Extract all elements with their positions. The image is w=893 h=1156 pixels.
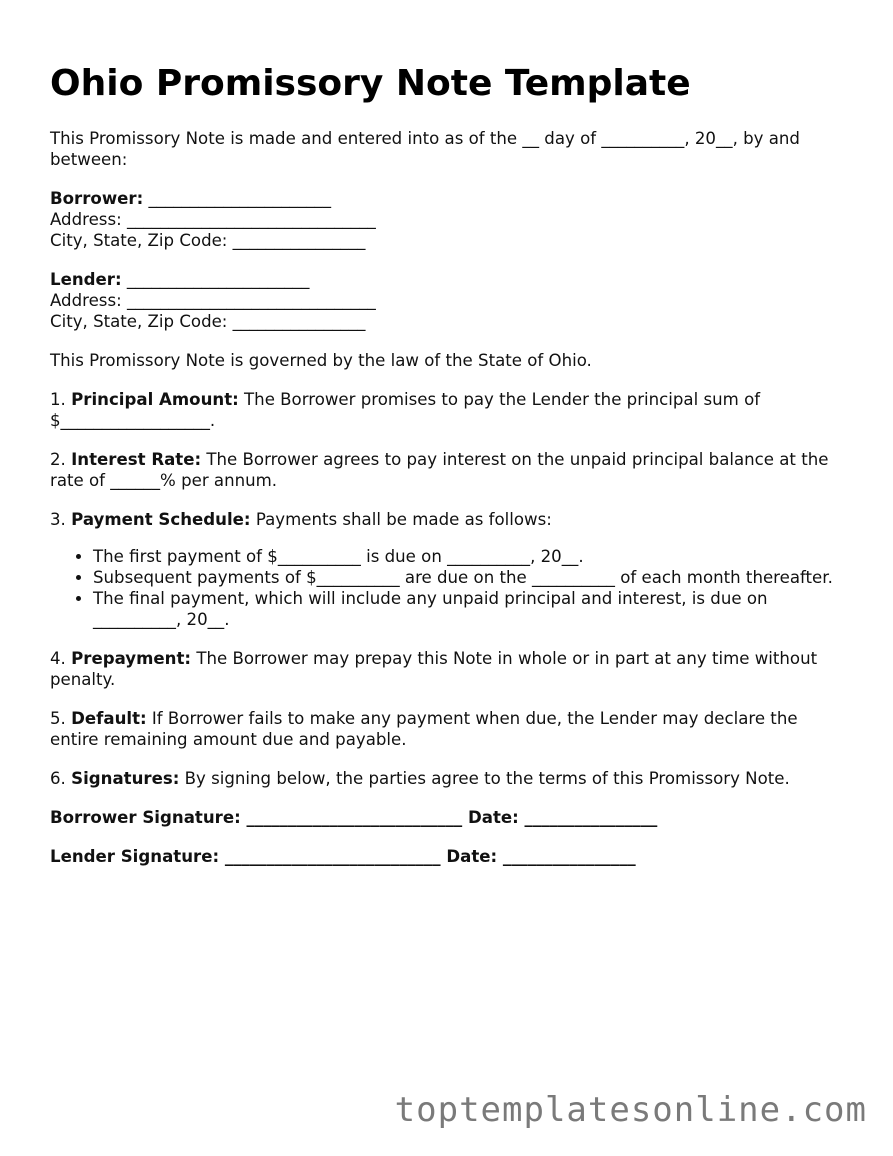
- lender-signature-line: Lender Signature: __________________________ Date: ________________: [50, 847, 636, 866]
- section-number: 1.: [50, 390, 66, 409]
- borrower-signature-line: Borrower Signature: __________________________ Date: ________________: [50, 808, 658, 827]
- lender-address-line: Address: ______________________________: [50, 291, 376, 310]
- section-text: If Borrower fails to make any payment when due, the Lender may declare the entire remaining amount due and payable.: [50, 709, 798, 749]
- section-heading: Payment Schedule:: [71, 510, 251, 529]
- lender-name-line: [50, 269, 850, 290]
- list-item: • Subsequent payments of $__________ are due on the __________ of each month thereafter.: [93, 567, 850, 588]
- section-heading: Signatures:: [71, 769, 180, 788]
- borrower-name-line: [50, 188, 850, 209]
- list-item: • The first payment of $__________ is due on __________, 20__.: [93, 546, 850, 567]
- section-text: The Borrower may prepay this Note in whole or in part at any time without penalty.: [50, 649, 818, 689]
- section-number: 6.: [50, 769, 66, 788]
- borrower-city-line: City, State, Zip Code: ________________: [50, 231, 366, 250]
- governing-law-paragraph: This Promissory Note is governed by the law of the State of Ohio.: [50, 351, 592, 370]
- borrower-label: Borrower:: [50, 189, 144, 208]
- borrower-address-line: Address: ______________________________: [50, 210, 376, 229]
- section-signatures: [50, 768, 850, 789]
- section-text: By signing below, the parties agree to the terms of this Promissory Note.: [179, 769, 790, 788]
- section-text: The Borrower promises to pay the Lender the principal sum of $__________________.: [50, 390, 761, 430]
- section-number: 3.: [50, 510, 66, 529]
- section-text: Payments shall be made as follows:: [250, 510, 552, 529]
- section-heading: Principal Amount:: [71, 390, 239, 409]
- section-text: The Borrower agrees to pay interest on the unpaid principal balance at the rate of ______% per annum.: [50, 450, 829, 490]
- section-heading: Interest Rate:: [71, 450, 202, 469]
- borrower-name-blank: ______________________: [143, 189, 332, 208]
- section-number: 5.: [50, 709, 66, 728]
- lender-city-line: City, State, Zip Code: ________________: [50, 312, 366, 331]
- intro-paragraph: This Promissory Note is made and entered into as of the __ day of __________, 20__, by and between:: [50, 129, 800, 169]
- borrower-block: [50, 188, 850, 251]
- payment-schedule-list: [50, 546, 850, 630]
- section-number: 2.: [50, 450, 66, 469]
- section-prepayment: [50, 648, 850, 690]
- lender-name-blank: ______________________: [121, 270, 310, 289]
- watermark-text: toptemplatesonline.com: [394, 1090, 867, 1130]
- lender-block: [50, 269, 850, 332]
- list-item: • The final payment, which will include any unpaid principal and interest, is due on __________, 20__.: [93, 588, 850, 630]
- document-body: [50, 128, 850, 885]
- section-number: 4.: [50, 649, 66, 668]
- document-title: Ohio Promissory Note Template: [50, 63, 691, 104]
- section-default: [50, 708, 850, 750]
- section-heading: Prepayment:: [71, 649, 192, 668]
- lender-label: Lender:: [50, 270, 122, 289]
- section-principal: [50, 389, 850, 431]
- section-interest: [50, 449, 850, 491]
- section-heading: Default:: [71, 709, 147, 728]
- section-schedule: [50, 509, 850, 530]
